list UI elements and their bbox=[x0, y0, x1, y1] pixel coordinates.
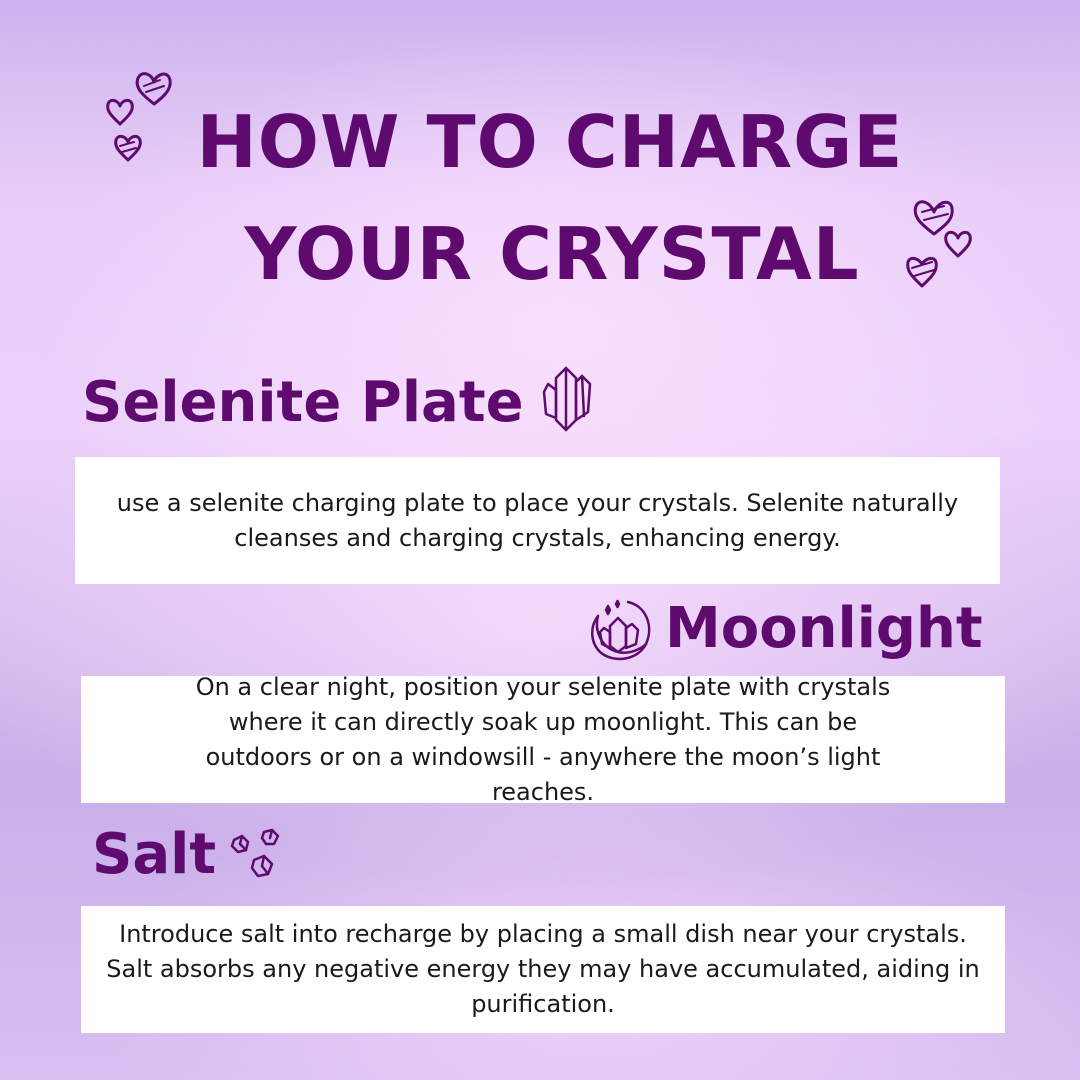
page-title-line-2: YOUR CRYSTAL bbox=[244, 212, 860, 296]
section-body-selenite-plate bbox=[75, 457, 1000, 584]
section-body-text: Introduce salt into recharge by placing a small dish near your crystals. Salt absorbs any negative energy they may have accumulated, aiding in purification. bbox=[106, 920, 980, 1018]
page-title-line-1: HOW TO CHARGE bbox=[196, 100, 904, 184]
section-body-salt bbox=[81, 906, 1005, 1033]
section-body-moonlight bbox=[81, 672, 1005, 806]
section-body-text: On a clear night, position your selenite plate with crystals where it can directly soak up moonlight. This can be outdoors or on a windowsill - anywhere the moon’s light reaches. bbox=[195, 672, 891, 806]
moon-crystal-icon bbox=[588, 598, 654, 664]
section-heading-salt: Salt bbox=[92, 822, 217, 887]
section-body-text: use a selenite charging plate to place your crystals. Selenite naturally cleanses and charging crystals, enhancing energy. bbox=[116, 488, 959, 552]
crystal-cluster-icon bbox=[540, 362, 594, 434]
salt-crystals-icon bbox=[228, 826, 284, 882]
section-heading-moonlight: Moonlight bbox=[665, 596, 983, 661]
section-heading-selenite-plate: Selenite Plate bbox=[82, 370, 524, 435]
